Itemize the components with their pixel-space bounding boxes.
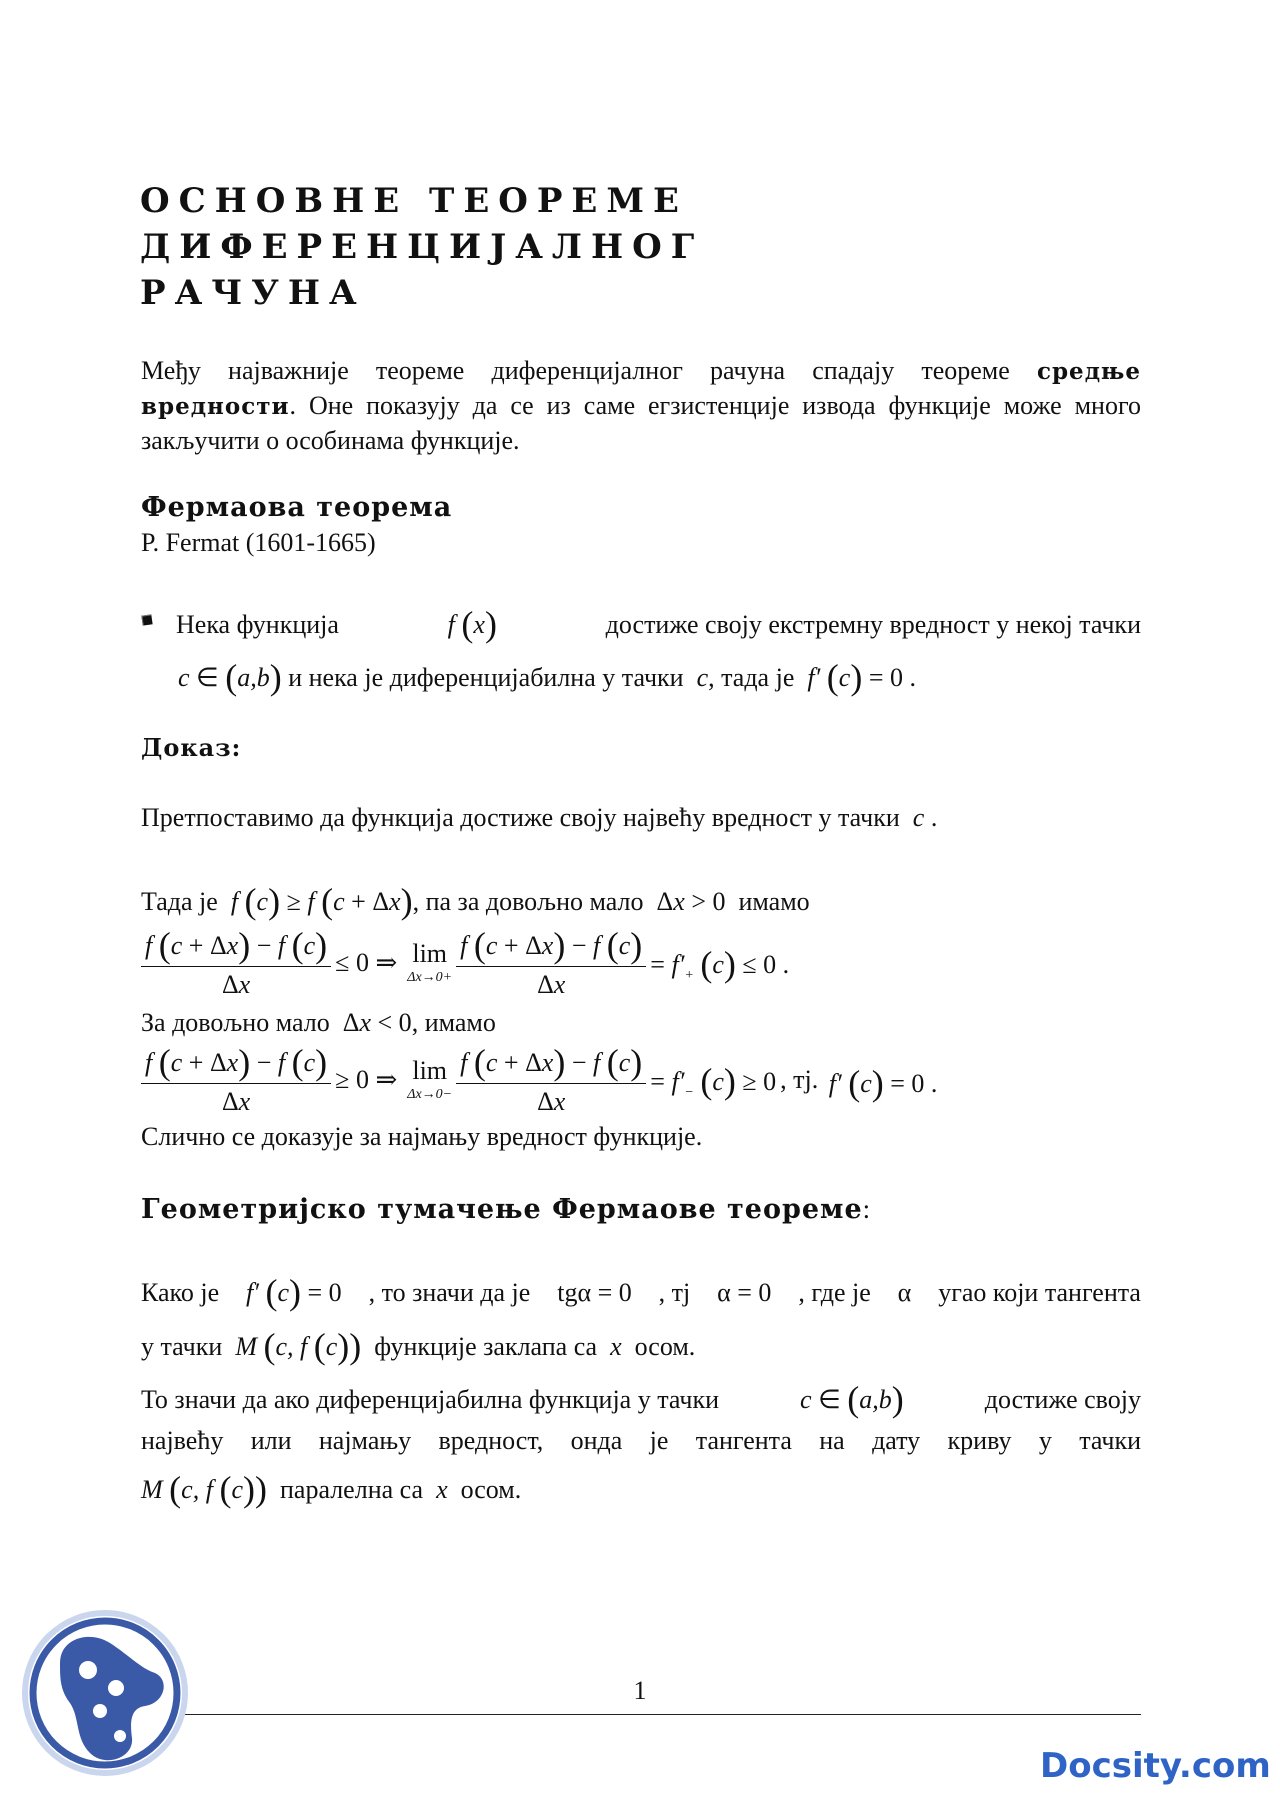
math-ineq: f (c) ≥ f (c + Δx) (224, 881, 413, 921)
math-leq-zero-implies: ≤ 0 ⇒ (335, 947, 398, 977)
geometry-text: осом. (634, 1332, 696, 1361)
page-title (140, 178, 1140, 316)
geometry-text: паралелна са (279, 1475, 424, 1504)
proof-label: Доказ: (141, 733, 242, 762)
geometry-line-1 (141, 1268, 1141, 1310)
math-c: c (906, 803, 925, 832)
geometry-text: угао који тангента (938, 1278, 1141, 1307)
math-fprime-c-zero: f′ (c) = 0 . (822, 1062, 938, 1103)
proof-text: Претпоставимо да функција достиже своју највећу вредност у тачки (141, 803, 900, 832)
intro-bold-term: средње вредности (141, 358, 1141, 420)
math-fprime-c-zero: f′ (c) = 0 . (800, 657, 917, 697)
geometry-text: достиже своју (984, 1385, 1141, 1414)
math-c: c (690, 663, 709, 692)
limit-left: lim Δx→0− (407, 1055, 453, 1102)
math-fprime-c-zero: f′ (c) = 0 (246, 1272, 342, 1312)
docsity-watermark-text: Docsity.com (1040, 1746, 1271, 1786)
bullet-icon (141, 614, 152, 625)
geometry-text: у тачки (141, 1332, 223, 1361)
geometry-heading (141, 1194, 871, 1225)
difference-quotient: $\frac{f (c + \Delta x) - f (c)}{\Delta x}$ (141, 1039, 331, 1120)
footer-divider (141, 1714, 1141, 1715)
proof-text: , тј. (780, 1064, 819, 1094)
fermat-heading: Фермаова теорема (141, 492, 453, 523)
theorem-text: достиже своју екстремну вредност у некој тачки (605, 610, 1141, 639)
title-line-2: РАЧУНА (140, 273, 366, 313)
geometry-text: Како је (141, 1278, 220, 1307)
theorem-text: , тада је (708, 663, 795, 692)
intro-text-after: . Оне показују да се из саме егзистенције извода функције може много закључити о особинама функције. (141, 391, 1141, 455)
proof-similar: Слично се доказује за најмању вредност функције. (141, 1122, 703, 1151)
theorem-text: и нека је диференцијабилна у тачки (288, 663, 684, 692)
difference-quotient: $\frac{f (c + \Delta x) - f (c)}{\Delta x}$ (456, 1039, 646, 1120)
math-point-m: M (c, f (c)) (141, 1469, 267, 1509)
geometry-text: осом. (460, 1475, 522, 1504)
title-line-1: ОСНОВНЕ ТЕОРЕМЕ ДИФЕРЕНЦИЈАЛНОГ (140, 181, 704, 267)
intro-paragraph (141, 354, 1141, 458)
math-tg-alpha: tgα = 0 (557, 1278, 632, 1307)
limit-right: lim Δx→0+ (407, 938, 453, 985)
proof-assume: Претпоставимо да функција достиже своју највећу вредност у тачки c . (141, 803, 938, 832)
proof-then-line (141, 877, 810, 919)
docsity-watermark (1040, 1746, 1271, 1786)
geometry-line-2 (141, 1322, 695, 1364)
proof-limit-left (141, 1039, 941, 1120)
theorem-line-1 (176, 600, 1141, 642)
proof-text: За довољно мало (141, 1008, 330, 1037)
proof-limit-right (141, 922, 793, 1003)
math-alpha: α (897, 1278, 912, 1307)
math-alpha-zero: α = 0 (717, 1278, 772, 1307)
proof-text: , имамо (411, 1008, 496, 1037)
math-x: x (603, 1332, 629, 1361)
difference-quotient: $\frac{f (c + \Delta x) - f (c)}{\Delta x}$ (456, 922, 646, 1003)
geometry-text: То значи да ако диференцијабилна функција у тачки (141, 1385, 720, 1414)
geometry-text: , тј (658, 1278, 691, 1307)
proof-text: , па за довољно мало (412, 887, 644, 916)
proof-text: имамо (738, 887, 810, 916)
proof-negative-line (141, 1008, 496, 1038)
geometry-text: , то значи да је (368, 1278, 531, 1307)
math-c-in-ab: c ∈ (a,b) (178, 657, 282, 697)
theorem-line-2 (178, 653, 916, 695)
proof-text: Тада је (141, 887, 218, 916)
geometry-text: , где је (798, 1278, 871, 1307)
math-x: x (429, 1475, 455, 1504)
page-number: 1 (633, 1676, 647, 1705)
math-c-in-ab: c ∈ (a,b) (800, 1379, 904, 1419)
fermat-attribution: P. Fermat (1601-1665) (141, 528, 376, 557)
geometry-line-5 (141, 1465, 521, 1507)
math-dx-neg: Δx < 0 (342, 1008, 412, 1037)
intro-text: Међу најважније теореме диференцијалног рачуна спадају теореме (141, 356, 1037, 385)
math-left-derivative: = $f'_-$ (c) ≥ 0 (650, 1061, 777, 1102)
difference-quotient: $\frac{f (c + \Delta x) - f (c)}{\Delta x}$ (141, 922, 331, 1003)
math-fx: f (x) (447, 604, 497, 644)
math-dx-pos: Δx > 0 (656, 887, 726, 916)
geometry-colon: : (862, 1194, 872, 1224)
math-point-m: M (c, f (c)) (228, 1326, 362, 1366)
geometry-line-3 (141, 1375, 1141, 1417)
geometry-heading-text: Геометријско тумачење Фермаове теореме (141, 1194, 863, 1225)
geometry-line-4: највећу или најмању вредност, онда је тангента на дату криву у тачки (141, 1426, 1141, 1455)
math-right-derivative: = $f'_+$ (c) ≤ 0 . (650, 944, 790, 985)
docsity-logo-icon (20, 1608, 190, 1778)
theorem-text: Нека функција (176, 610, 339, 639)
geometry-text: функције заклапа са (374, 1332, 598, 1361)
math-geq-zero-implies: ≥ 0 ⇒ (335, 1064, 398, 1094)
